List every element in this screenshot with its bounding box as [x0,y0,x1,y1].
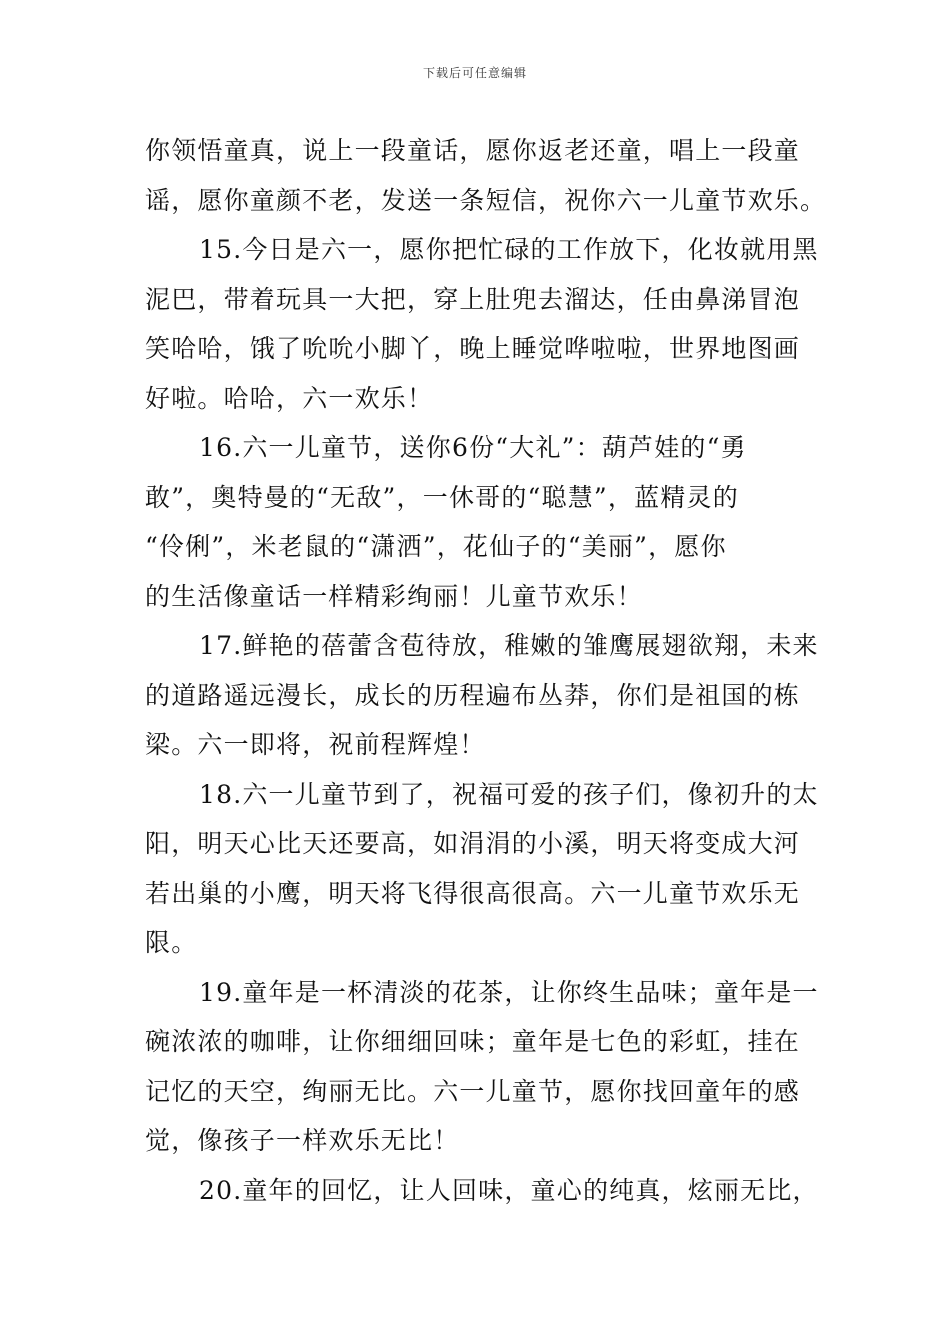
text-line: 泥巴，带着玩具一大把，穿上肚兜去溜达，任由鼻涕冒泡 [145,284,801,314]
text-line: 限。 [145,928,198,957]
text-line: 觉，像孩子一样欢乐无比！ [145,1126,460,1155]
text-line: 笑哈哈，饿了吮吮小脚丫，晚上睡觉哗啦啦，世界地图画 [145,334,801,363]
text-line: 若出巢的小鹰，明天将飞得很高很高。六一儿童节欢乐无 [145,878,801,908]
text-line: 你领悟童真，说上一段童话，愿你返老还童，唱上一段童 [145,136,801,165]
text-line: 15.今日是六一，愿你把忙碌的工作放下，化妆就用黑 [199,235,819,264]
text-line: 16.六一儿童节，送你6份“大礼”：葫芦娃的“勇 [199,433,747,462]
text-line: 敢”，奥特曼的“无敌”，一休哥的“聪慧”，蓝精灵的 [145,482,739,512]
text-line: 碗浓浓的咖啡，让你细细回味；童年是七色的彩虹，挂在 [145,1027,801,1056]
document-body [145,126,827,1215]
text-line: 17.鲜艳的蓓蕾含苞待放，稚嫩的雏鹰展翅欲翔，未来 [199,631,819,660]
text-line: 20.童年的回忆，让人回味，童心的纯真，炫丽无比， [199,1175,819,1205]
text-line: 阳，明天心比天还要高，如涓涓的小溪，明天将变成大河 [145,829,801,858]
text-line: 谣，愿你童颜不老，发送一条短信，祝你六一儿童节欢乐。 [145,185,827,215]
page-header: 下载后可任意编辑 [422,66,527,80]
text-line: 记忆的天空，绚丽无比。六一儿童节，愿你找回童年的感 [145,1076,801,1106]
text-line: 19.童年是一杯清淡的花茶，让你终生品味；童年是一 [199,977,819,1007]
text-line: 的道路遥远漫长，成长的历程遍布丛莽，你们是祖国的栋 [145,680,801,710]
text-line: 的生活像童话一样精彩绚丽！儿童节欢乐！ [145,581,643,611]
text-line: 好啦。哈哈，六一欢乐！ [145,383,434,413]
text-line: “伶俐”，米老鼠的“潇洒”，花仙子的“美丽”，愿你 [145,532,727,561]
text-line: 梁。六一即将，祝前程辉煌！ [145,730,486,759]
text-line: 18.六一儿童节到了，祝福可爱的孩子们，像初升的太 [199,779,819,809]
